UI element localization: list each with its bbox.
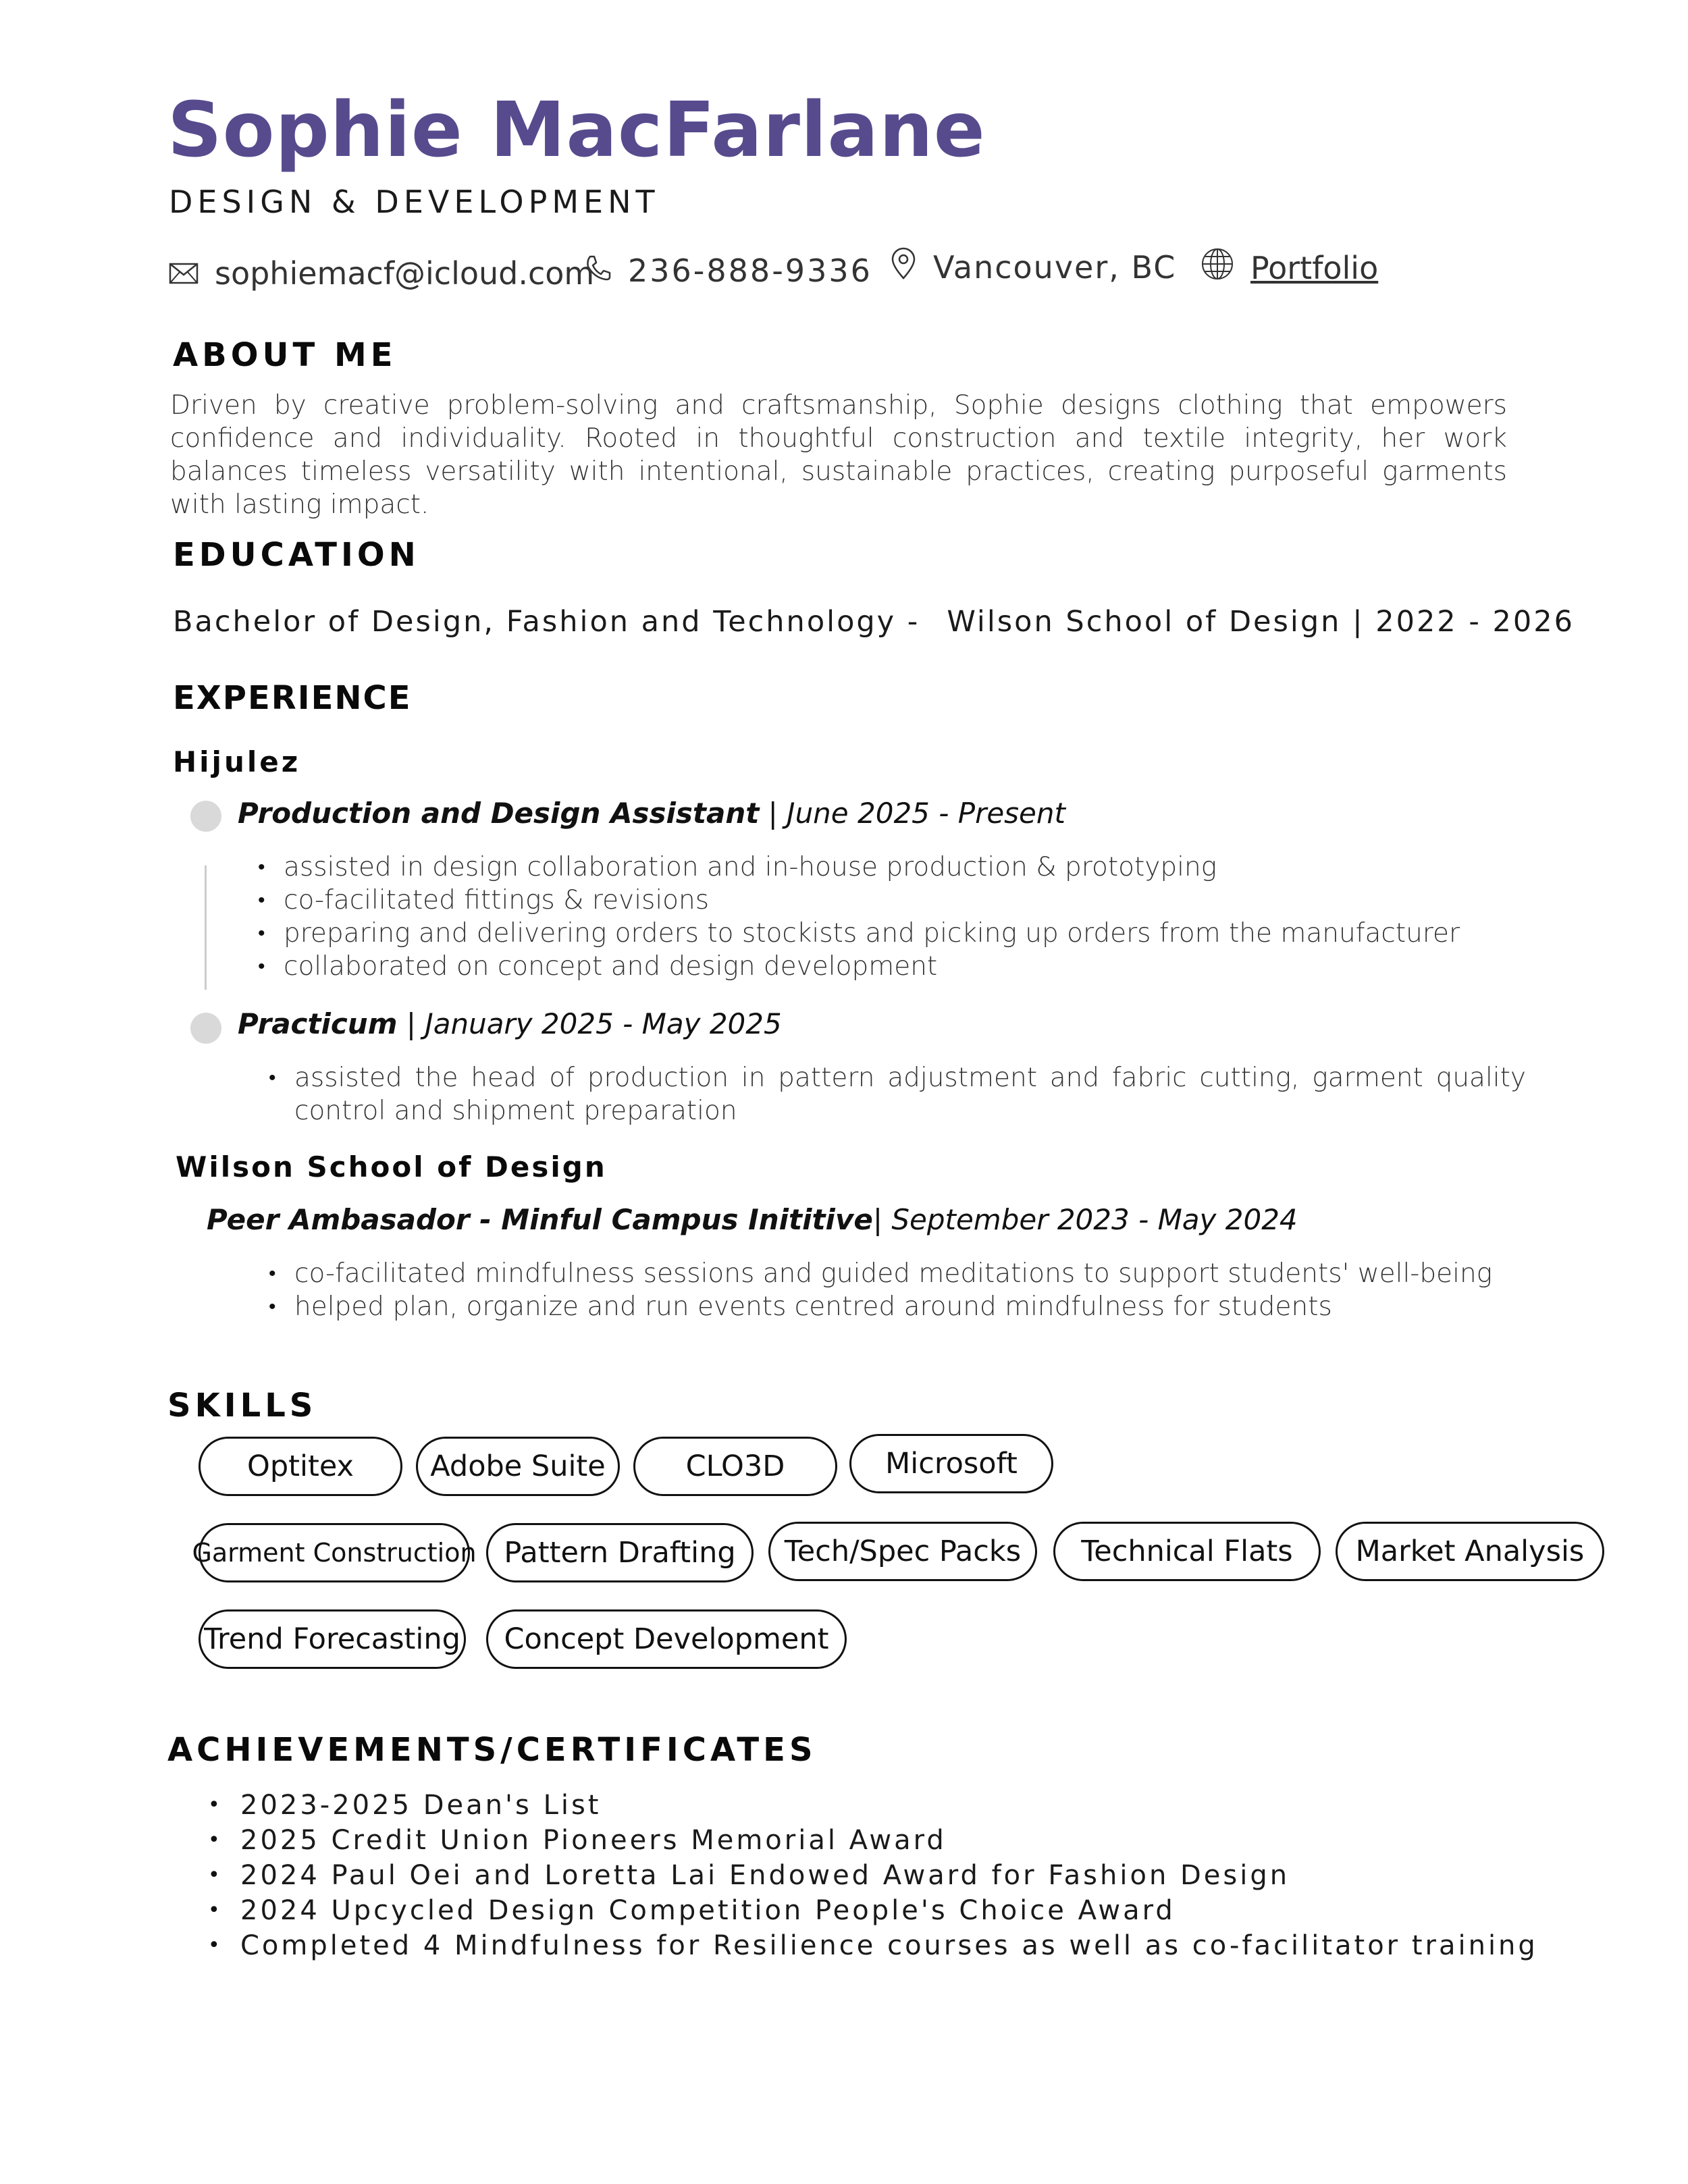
degree-text: Bachelor of Design, Fashion and Technology - — [173, 605, 920, 639]
list-item: • 2024 Paul Oei and Loretta Lai Endowed Award for Fashion Design — [208, 1858, 1538, 1893]
role-bullets — [258, 851, 1460, 983]
about-text: Driven by creative problem-solving and craftsmanship, Sophie designs clothing that empowers confidence and individuality. Rooted in thoughtful construction and textile integrity, her work balances timeless versatility with intentional, sustainable practices, creating purposeful garments with lasting impact. — [170, 390, 1507, 520]
education-heading: EDUCATION — [173, 536, 420, 574]
role-title-line — [207, 1203, 1298, 1236]
role-bullets — [269, 1257, 1492, 1323]
contact-location — [890, 247, 1176, 287]
globe-icon — [1201, 247, 1234, 288]
achievements-heading: ACHIEVEMENTS/CERTIFICATES — [167, 1731, 817, 1769]
company-name: Wilson School of Design — [176, 1150, 607, 1183]
list-item: • assisted the head of production in pattern adjustment and fabric cutting, garment quality control and shipment preparation — [269, 1061, 1526, 1127]
list-item: • helped plan, organize and run events centred around mindfulness for students — [269, 1290, 1492, 1323]
list-item: • co-facilitated mindfulness sessions and guided meditations to support students' well-being — [269, 1257, 1492, 1290]
experience-heading: EXPERIENCE — [173, 679, 412, 717]
timeline-dot — [190, 1013, 221, 1044]
skill-pill: Adobe Suite — [416, 1437, 620, 1496]
role-title: Production and Design Assistant — [238, 797, 760, 830]
education-entry — [173, 605, 1575, 639]
portfolio-link[interactable]: Portfolio — [1250, 249, 1379, 286]
role-bullets — [269, 1061, 1526, 1127]
location-pin-icon — [890, 247, 917, 287]
timeline-dot — [190, 801, 221, 832]
skill-pill: Concept Development — [486, 1609, 847, 1669]
list-item: • co-facilitated fittings & revisions — [258, 884, 1460, 917]
role-title-line — [238, 1007, 782, 1040]
role-dates: | January 2025 - May 2025 — [397, 1007, 782, 1040]
contact-portfolio[interactable] — [1201, 247, 1378, 288]
school-years-text: Wilson School of Design | 2022 - 2026 — [947, 605, 1575, 639]
skill-pill: Microsoft — [849, 1434, 1053, 1493]
list-item: • 2025 Credit Union Pioneers Memorial Award — [208, 1823, 1538, 1858]
location-text: Vancouver, BC — [933, 248, 1177, 286]
email-text: sophiemacf@icloud.com — [215, 255, 595, 292]
list-item: • 2023-2025 Dean's List — [208, 1788, 1538, 1823]
role-dates: | June 2025 - Present — [759, 797, 1065, 830]
skill-pill: CLO3D — [633, 1437, 837, 1496]
skill-pill: Market Analysis — [1336, 1522, 1604, 1581]
role-title: Peer Ambasador - Minful Campus Inititive — [207, 1203, 873, 1236]
skill-pill: Optitex — [199, 1437, 402, 1496]
skill-pill: Tech/Spec Packs — [768, 1522, 1037, 1581]
skill-pill: Garment Construction — [199, 1523, 470, 1582]
achievements-list — [208, 1788, 1538, 1963]
list-item: • collaborated on concept and design development — [258, 950, 1460, 983]
skill-pill: Technical Flats — [1053, 1522, 1321, 1581]
contact-email[interactable] — [169, 255, 594, 292]
contact-phone[interactable] — [585, 252, 872, 289]
skill-pill: Pattern Drafting — [486, 1523, 754, 1582]
list-item: • Completed 4 Mindfulness for Resilience courses as well as co-facilitator training — [208, 1928, 1538, 1963]
mail-icon — [169, 255, 199, 292]
phone-icon — [585, 252, 612, 289]
candidate-name: Sophie MacFarlane — [167, 86, 986, 174]
about-heading: ABOUT ME — [173, 336, 397, 374]
skill-pill: Trend Forecasting — [199, 1609, 466, 1669]
list-item: • assisted in design collaboration and in-house production & prototyping — [258, 851, 1460, 884]
timeline-line — [205, 865, 207, 990]
role-title: Practicum — [238, 1007, 398, 1040]
skills-heading: SKILLS — [167, 1387, 317, 1424]
role-title-line — [238, 797, 1065, 830]
candidate-subtitle: DESIGN & DEVELOPMENT — [169, 184, 660, 220]
list-item: • preparing and delivering orders to stockists and picking up orders from the manufacturer — [258, 917, 1460, 950]
phone-text: 236-888-9336 — [628, 252, 872, 289]
role-dates: | September 2023 - May 2024 — [872, 1203, 1298, 1236]
company-name: Hijulez — [173, 745, 301, 778]
list-item: • 2024 Upcycled Design Competition People's Choice Award — [208, 1893, 1538, 1928]
